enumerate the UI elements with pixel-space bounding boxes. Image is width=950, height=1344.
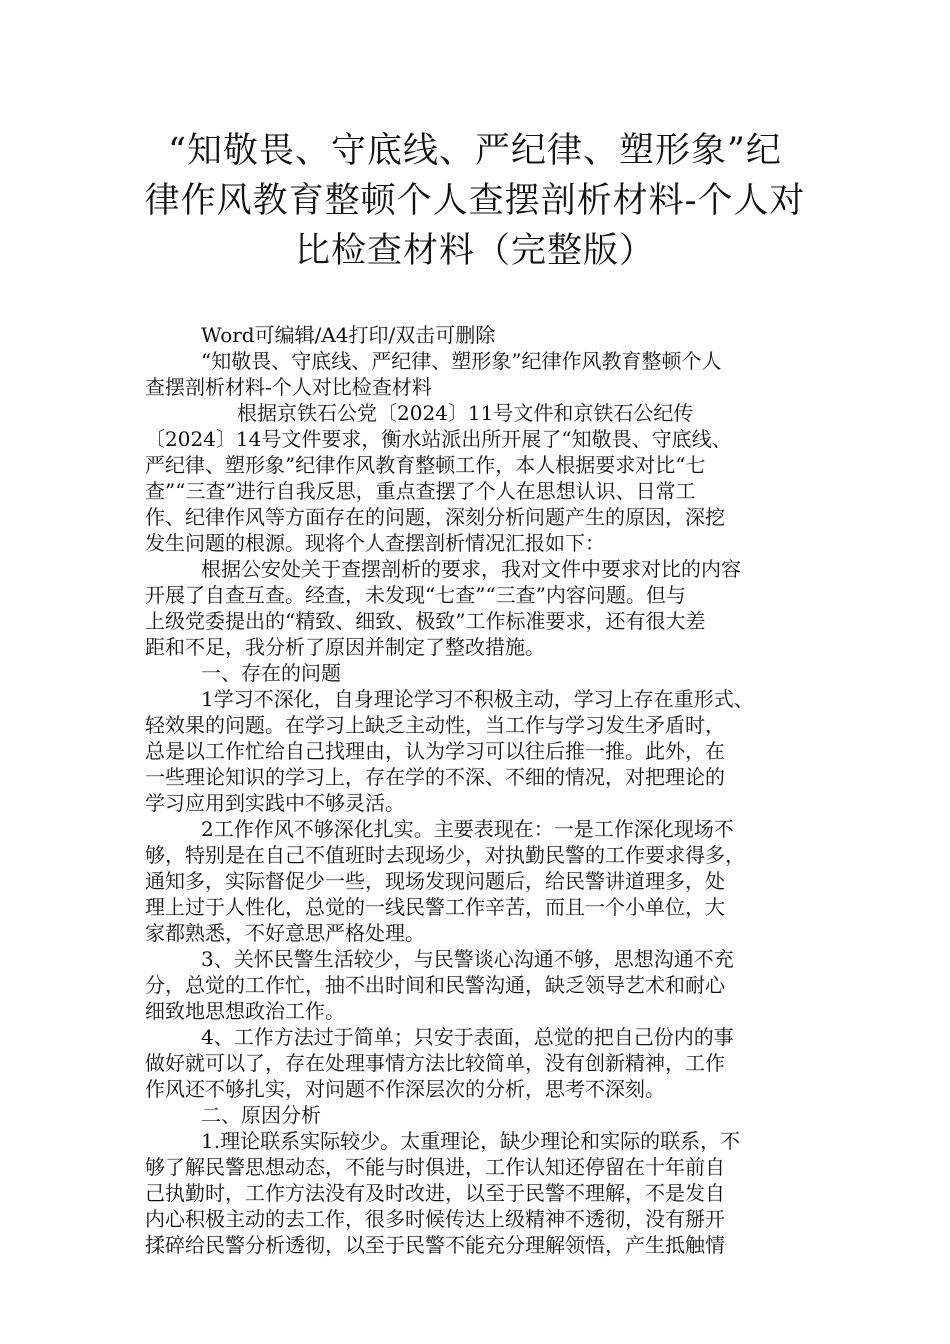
text-line: 距和不足，我分析了原因并制定了整改措施。 bbox=[145, 635, 545, 659]
text-line: 分，总觉的工作忙，抽不出时间和民警沟通，缺乏领导艺术和耐心 bbox=[145, 973, 725, 997]
text-line: 〔2024〕14号文件要求，衡水站派出所开展了“知敬畏、守底线、 bbox=[145, 427, 732, 451]
text-line: 家都熟悉，不好意思严格处理。 bbox=[145, 921, 425, 945]
text-line: 己执勤时，工作方法没有及时改进，以至于民警不理解，不是发自 bbox=[145, 1181, 725, 1205]
text-line: 1学习不深化，自身理论学习不积极主动，学习上存在重形式、 bbox=[201, 687, 754, 711]
text-line: “知敬畏、守底线、严纪律、塑形象”纪律作风教育整顿个人 bbox=[201, 349, 722, 373]
text-line: 内心积极主动的去工作，很多时候传达上级精神不透彻，没有掰开 bbox=[145, 1207, 725, 1231]
text-line: 2工作作风不够深化扎实。主要表现在：一是工作深化现场不 bbox=[201, 817, 734, 841]
section-heading: 一、存在的问题 bbox=[201, 661, 341, 685]
edit-note: Word可编辑/A4打印/双击可删除 bbox=[201, 323, 496, 347]
title-line: 律作风教育整顿个人查摆剖析材料-个人对 bbox=[144, 181, 806, 221]
text-line: 开展了自查互查。经查，未发现“七查”“三查”内容问题。但与 bbox=[145, 583, 686, 607]
text-line: 揉碎给民警分析透彻，以至于民警不能充分理解领悟，产生抵触情 bbox=[145, 1233, 725, 1257]
text-line: 够了解民警思想动态，不能与时俱进，工作认知还停留在十年前自 bbox=[145, 1155, 725, 1179]
text-line: 总是以工作忙给自己找理由，认为学习可以往后推一推。此外，在 bbox=[145, 739, 725, 763]
text-line: 4、工作方法过于简单；只安于表面，总觉的把自己份内的事 bbox=[201, 1025, 734, 1049]
document-body bbox=[145, 322, 815, 1258]
title-line: “知敬畏、守底线、严纪律、塑形象”纪 bbox=[168, 131, 782, 171]
title-line: 比检查材料（完整版） bbox=[294, 231, 655, 271]
text-line: 3、关怀民警生活较少，与民警谈心沟通不够，思想沟通不充 bbox=[201, 947, 734, 971]
text-line: 作风还不够扎实，对问题不作深层次的分析，思考不深刻。 bbox=[145, 1077, 665, 1101]
text-line: 做好就可以了，存在处理事情方法比较简单，没有创新精神，工作 bbox=[145, 1051, 725, 1075]
text-line: 细致地思想政治工作。 bbox=[145, 999, 345, 1023]
text-line: 查”“三查”进行自我反思，重点查摆了个人在思想认识、日常工 bbox=[145, 479, 696, 503]
text-line: 理上过于人性化，总觉的一线民警工作辛苦，而且一个小单位，大 bbox=[145, 895, 725, 919]
text-line: 通知多，实际督促少一些，现场发现问题后，给民警讲道理多，处 bbox=[145, 869, 725, 893]
text-line: 学习应用到实践中不够灵活。 bbox=[145, 791, 405, 815]
text-line: 严纪律、塑形象”纪律作风教育整顿工作，本人根据要求对比“七 bbox=[145, 453, 706, 477]
text-line: 根据公安处关于查摆剖析的要求，我对文件中要求对比的内容 bbox=[201, 557, 741, 581]
text-line: 上级党委提出的“精致、细致、极致”工作标准要求，还有很大差 bbox=[145, 609, 706, 633]
text-line: 作、纪律作风等方面存在的问题，深刻分析问题产生的原因，深挖 bbox=[145, 505, 725, 529]
document-title bbox=[140, 126, 810, 276]
text-line: 查摆剖析材料-个人对比检查材料 bbox=[145, 375, 432, 399]
text-line: 发生问题的根源。现将个人查摆剖析情况汇报如下： bbox=[145, 531, 605, 555]
text-line: 根据京铁石公党〔2024〕11号文件和京铁石公纪传 bbox=[237, 401, 694, 425]
text-line: 1.理论联系实际较少。太重理论，缺少理论和实际的联系，不 bbox=[201, 1129, 741, 1153]
text-line: 轻效果的问题。在学习上缺乏主动性，当工作与学习发生矛盾时， bbox=[145, 713, 725, 737]
text-line: 够，特别是在自己不值班时去现场少，对执勤民警的工作要求得多， bbox=[145, 843, 745, 867]
text-line: 一些理论知识的学习上，存在学的不深、不细的情况，对把理论的 bbox=[145, 765, 725, 789]
section-heading: 二、原因分析 bbox=[201, 1103, 321, 1127]
